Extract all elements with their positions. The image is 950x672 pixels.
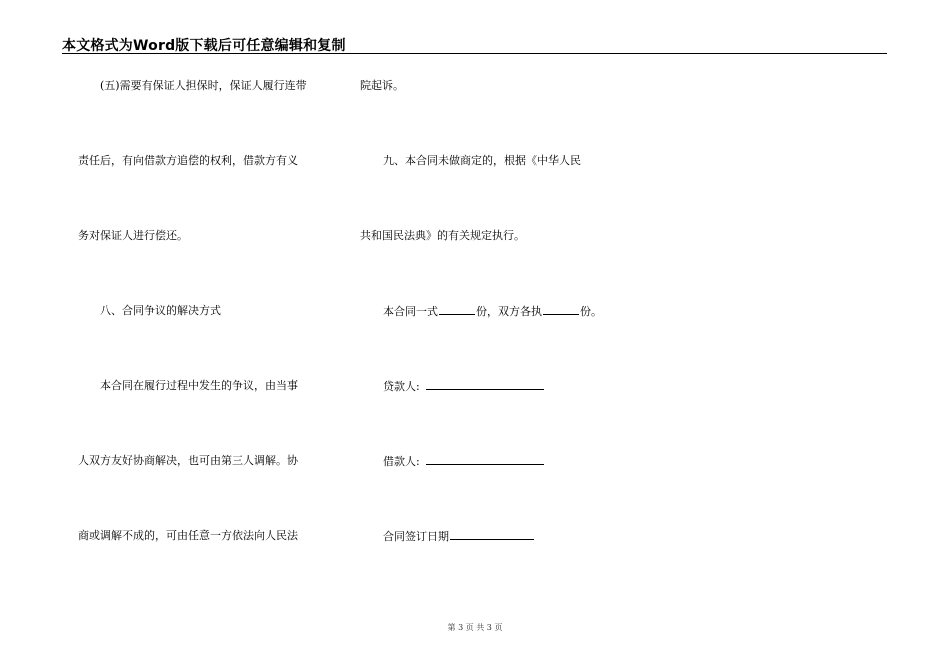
copies-line [383, 304, 602, 319]
copies-middle: 份，双方各执 [476, 305, 542, 318]
left-line-5: 本合同在履行过程中发生的争议，由当事 [100, 379, 298, 392]
page-number-footer: 第 3 页 共 3 页 [447, 623, 503, 632]
header-divider [62, 53, 887, 54]
left-line-6: 人双方友好协商解决，也可由第三人调解。协 [78, 454, 298, 467]
borrower-line [383, 454, 545, 469]
section-nine-line: 九、本合同未做商定的，根据《中华人民 [383, 154, 581, 167]
sign-date-blank[interactable] [450, 529, 534, 540]
copies-prefix: 本合同一式 [383, 305, 438, 318]
left-line-2: 责任后，有向借款方追偿的权利，借款方有义 [78, 154, 298, 167]
right-line-1: 院起诉。 [360, 79, 404, 92]
sign-date-label: 合同签订日期 [383, 530, 449, 543]
copies-suffix: 份。 [580, 305, 602, 318]
sign-date-line [383, 529, 535, 544]
section-eight-heading: 八、合同争议的解决方式 [100, 304, 221, 317]
lender-line [383, 379, 545, 394]
copies-each-blank[interactable] [543, 304, 579, 315]
left-line-1: (五)需要有保证人担保时，保证人履行连带 [100, 79, 307, 92]
lender-signature-blank[interactable] [426, 379, 544, 390]
left-line-7: 商或调解不成的，可由任意一方依法向人民法 [78, 529, 298, 542]
left-line-3: 务对保证人进行偿还。 [78, 229, 188, 242]
lender-label: 贷款人: [383, 380, 420, 393]
borrower-label: 借款人: [383, 455, 420, 468]
borrower-signature-blank[interactable] [426, 454, 544, 465]
copies-total-blank[interactable] [439, 304, 475, 315]
document-header-title: 本文格式为Word版下载后可任意编辑和复制 [62, 38, 346, 54]
right-line-3: 共和国民法典》的有关规定执行。 [360, 229, 525, 242]
